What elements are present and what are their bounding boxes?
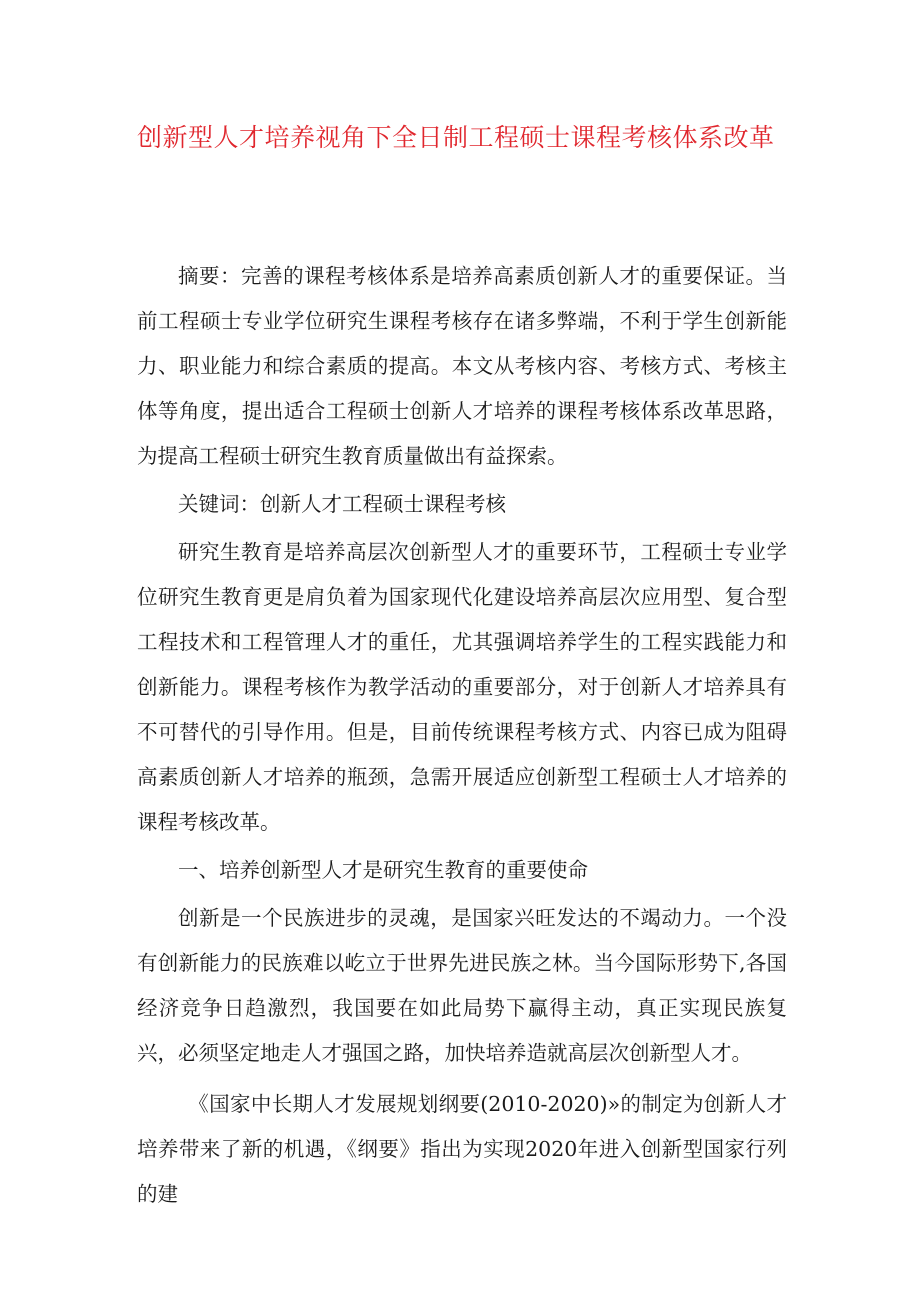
section-heading: 一、培养创新型人才是研究生教育的重要使命: [178, 858, 588, 882]
body-paragraph: 创新是一个民族进步的灵魂，是国家兴旺发达的不竭动力。一个没有创新能力的民族难以屹立于世界先进民族之林。当今国际形势下,各国经济竞争日趋激烈，我国要在如此局势下赢得主动，真正实现民族复兴，必须坚定地走人才强国之路，加快培养造就高层次创新型人才。: [137, 906, 787, 1065]
document-body: [137, 254, 787, 1217]
intro-paragraph: 研究生教育是培养高层次创新型人才的重要环节，工程硕士专业学位研究生教育更是肩负着为国家现代化建设培养高层次应用型、复合型工程技术和工程管理人才的重任，尤其强调培养学生的工程实践能力和创新能力。课程考核作为教学活动的重要部分，对于创新人才培养具有不可替代的引导作用。但是，目前传统课程考核方式、内容已成为阻碍高素质创新人才培养的瓶颈，急需开展适应创新型工程硕士人才培养的课程考核改革。: [137, 540, 787, 834]
abstract-paragraph: 摘要：完善的课程考核体系是培养高素质创新人才的重要保证。当前工程硕士专业学位研究生课程考核存在诸多弊端，不利于学生创新能力、职业能力和综合素质的提高。本文从考核内容、考核方式、考核主体等角度，提出适合工程硕士创新人才培养的课程考核体系改革思路，为提高工程硕士研究生教育质量做出有益探索。: [137, 264, 787, 468]
keywords-paragraph: 关键词：创新人才工程硕士课程考核: [178, 492, 506, 516]
body-paragraph: 《国家中长期人才发展规划纲要(2010-2020)»的制定为创新人才培养带来了新的机遇，《纲要》指出为实现2020年进入创新型国家行列的建: [137, 1092, 787, 1206]
document-title: 创新型人才培养视角下全日制工程硕士课程考核体系改革: [137, 123, 775, 152]
